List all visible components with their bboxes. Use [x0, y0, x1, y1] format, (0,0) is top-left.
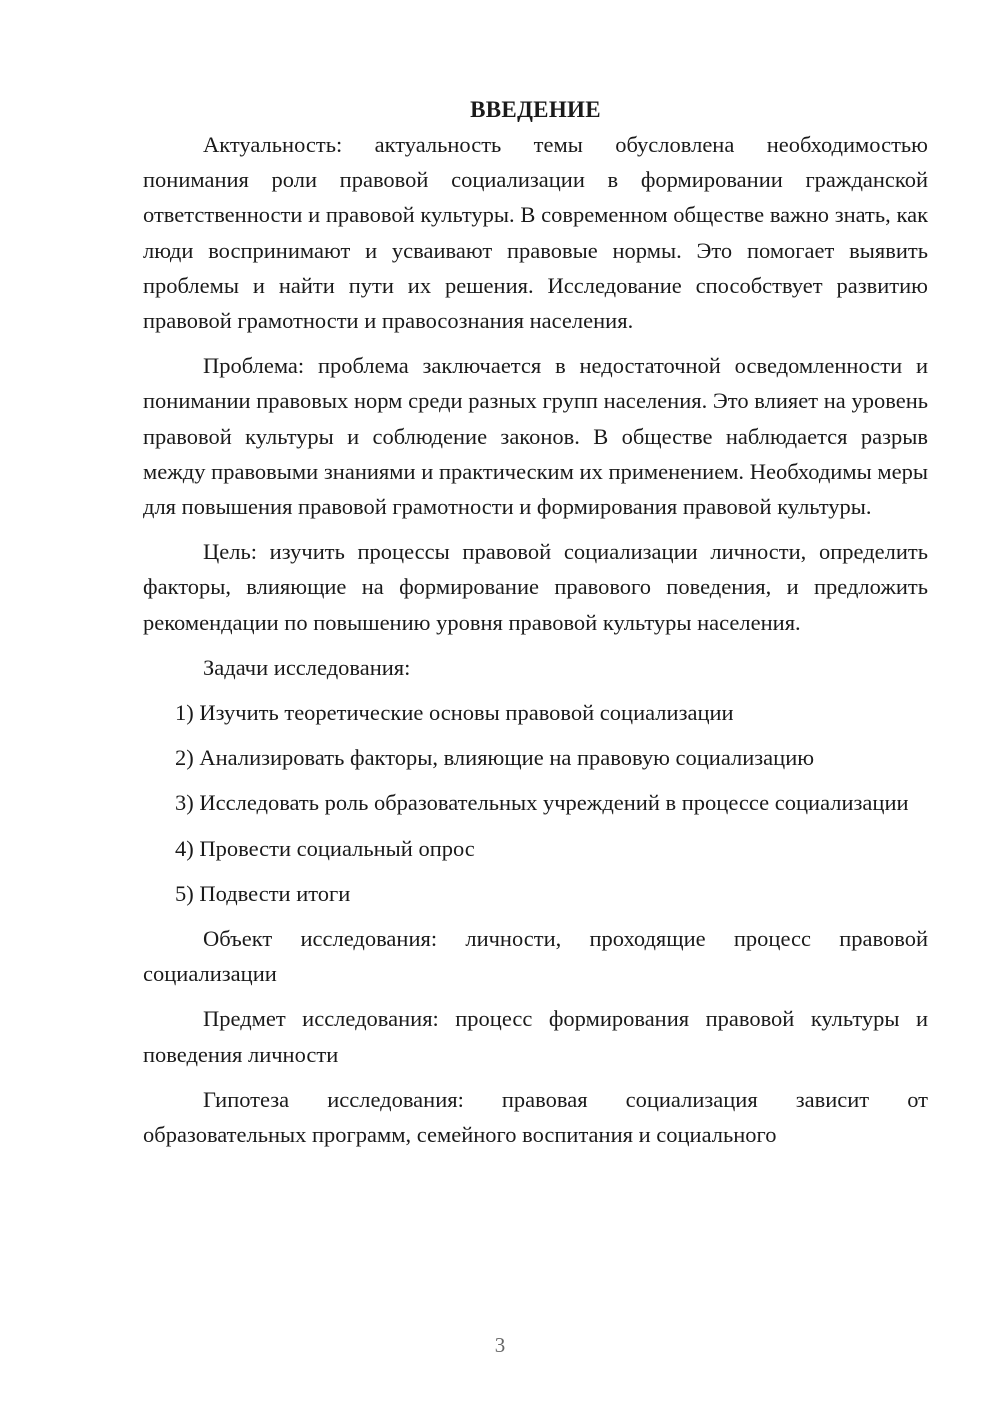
paragraph-goal: Цель: изучить процессы правовой социализации личности, определить факторы, влияющие на формирование правового поведения, и предложить рекомендации по повышению уровня правовой культуры населения. — [143, 539, 928, 635]
document-page — [143, 92, 928, 1162]
paragraph-object: Объект исследования: личности, проходящие процесс правовой социализации — [143, 926, 928, 987]
task-item-4: 4) Провести социальный опрос — [175, 835, 475, 861]
paragraph-problem: Проблема: проблема заключается в недостаточной осведомленности и понимании правовых норм среди разных групп населения. Это влияет на уровень правовой культуры и соблюдение законов. В обществе наблюдается разрыв между правовыми знаниями и практическим их применением. Необходимы меры для повышения правовой грамотности и формирования правовой культуры. — [143, 353, 928, 520]
task-item-3: 3) Исследовать роль образовательных учреждений в процессе социализации — [175, 790, 909, 816]
paragraph-tasks-heading: Задачи исследования: — [203, 654, 411, 680]
task-item-2: 2) Анализировать факторы, влияющие на правовую социализацию — [175, 745, 815, 771]
paragraph-subject: Предмет исследования: процесс формирования правовой культуры и поведения личности — [143, 1006, 928, 1067]
task-item-5: 5) Подвести итоги — [175, 880, 351, 906]
paragraph-relevance: Актуальность: актуальность темы обусловлена необходимостью понимания роли правовой социализации в формировании гражданской ответственности и правовой культуры. В современном обществе важно знать, как люди воспринимают и усваивают правовые нормы. Это помогает выявить проблемы и найти пути их решения. Исследование способствует развитию правовой грамотности и правосознания населения. — [143, 132, 928, 334]
section-title: ВВЕДЕНИЕ — [470, 97, 601, 122]
paragraph-hypothesis: Гипотеза исследования: правовая социализация зависит от образовательных программ, семейного воспитания и социального — [143, 1086, 928, 1148]
page-number: 3 — [494, 1333, 506, 1357]
task-item-1: 1) Изучить теоретические основы правовой социализации — [175, 700, 734, 726]
